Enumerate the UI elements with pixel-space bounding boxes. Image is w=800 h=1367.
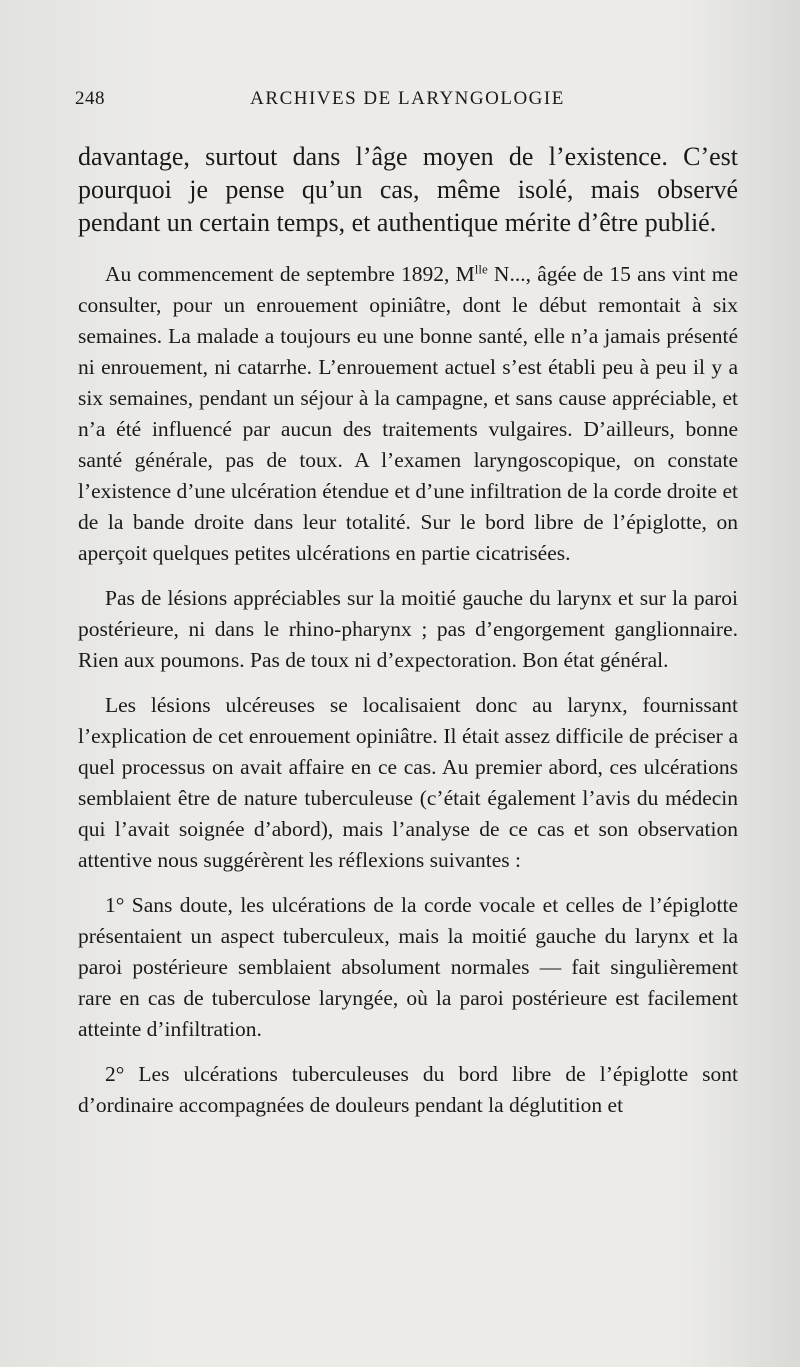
running-title: ARCHIVES DE LARYNGOLOGIE: [250, 88, 565, 109]
case-text-start: Au commencement de septembre 1892, M: [105, 262, 475, 286]
lesions-paragraph: Les lésions ulcéreuses se localisaient donc au larynx, fournissant l’explication de cet enrouement opiniâtre. Il était assez difficile de préciser a quel processus on avait affaire en ce cas. Au premier abord, ces ulcérations semblaient être de nature tuberculeuse (c’était également l’avis du médecin qui l’avait soignée d’abord), mais l’analyse de ce cas et son observation attentive nous suggérèrent les réflexions suivantes :: [78, 693, 738, 872]
title-superscript: lle: [474, 262, 488, 277]
page-body: [78, 140, 738, 1121]
reflection-1-paragraph: 1° Sans doute, les ulcérations de la corde vocale et celles de l’épiglotte présentaient un aspect tuberculeux, mais la moitié gauche du larynx et la paroi postérieure semblaient absolument normales — fait singulièrement rare en cas de tuberculose laryngée, où la paroi postérieure est facilement atteinte d’infiltration.: [78, 893, 738, 1041]
exam-paragraph: Pas de lésions appréciables sur la moitié gauche du larynx et sur la paroi postérieure, ni dans le rhino-pharynx ; pas d’engorgement ganglionnaire. Rien aux poumons. Pas de toux ni d’expectoration. Bon état général.: [78, 586, 738, 672]
case-text-rest: N..., âgée de 15 ans vint me consulter, pour un enrouement opiniâtre, dont le début remontait à six semaines. La malade a toujours eu une bonne santé, elle n’a jamais présenté ni enrouement, ni catarrhe. L’enrouement actuel s’est établi peu à peu il y a six semaines, pendant un séjour à la campagne, et sans cause appréciable, et n’a été influencé par aucun des traitements vulgaires. D’ailleurs, bonne santé générale, pas de toux. A l’examen laryngoscopique, on constate l’existence d’une ulcération étendue et d’une infiltration de la corde droite et de la bande droite dans leur totalité. Sur le bord libre de l’épiglotte, on aperçoit quelques petites ulcérations en partie cicatrisées.: [78, 262, 738, 565]
reflection-2-paragraph: 2° Les ulcérations tuberculeuses du bord libre de l’épiglotte sont d’ordinaire accompagnées de douleurs pendant la déglutition et: [78, 1062, 738, 1117]
intro-paragraph: davantage, surtout dans l’âge moyen de l’existence. C’est pourquoi je pense qu’un cas, même isolé, mais observé pendant un certain temps, et authentique mérite d’être publié.: [78, 142, 738, 237]
page-number: 248: [75, 88, 105, 109]
case-paragraph: [78, 259, 738, 569]
